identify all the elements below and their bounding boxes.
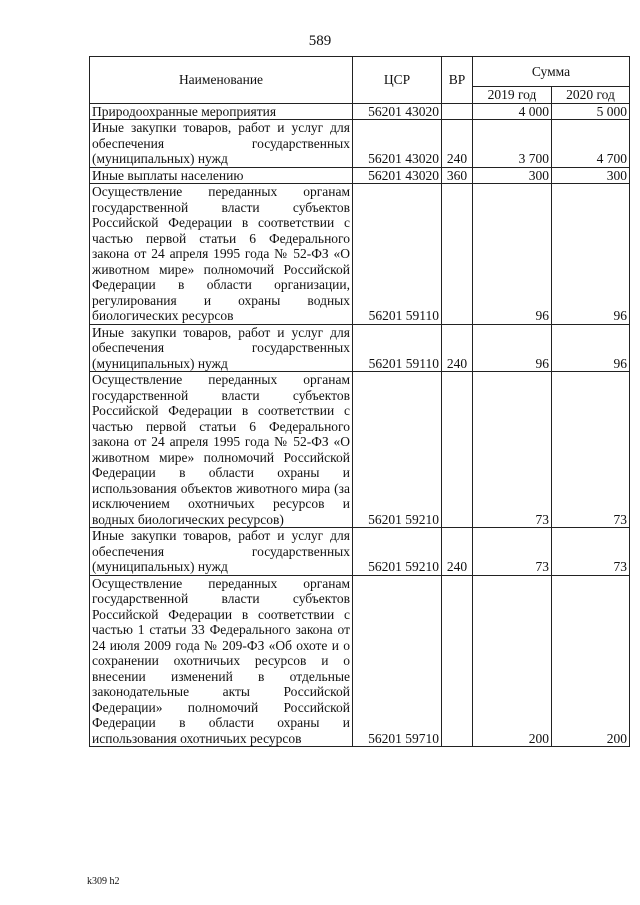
table-row: [90, 372, 630, 528]
row-sum-2020: 300: [552, 167, 630, 184]
row-sum-2019: 300: [473, 167, 552, 184]
header-year-2019: 2019 год: [473, 87, 552, 104]
page-number: 589: [308, 33, 332, 49]
row-vr: 240: [442, 120, 473, 168]
row-sum-2019: 73: [473, 372, 552, 528]
row-name: Иные закупки товаров, работ и услуг для обеспечения государственных (муниципальных) нужд: [90, 528, 353, 576]
row-name: Осуществление переданных органам государственной власти субъектов Российской Федерации в соответствии с частью первой статьи 6 Федерального закона от 24 апреля 1995 года № 52-ФЗ «О животном мире» полномочий Российской Федерации в области организации, регулирования и охраны водных биологических ресурсов: [90, 184, 353, 325]
row-sum-2019: 96: [473, 324, 552, 372]
row-name: Природоохранные мероприятия: [90, 103, 353, 120]
table-row: [90, 167, 630, 184]
row-csr: 56201 59110: [353, 184, 442, 325]
table-row: [90, 528, 630, 576]
header-year-2020: 2020 год: [552, 87, 630, 104]
header-sum: Сумма: [473, 57, 630, 87]
row-sum-2019: 200: [473, 575, 552, 747]
row-csr: 56201 43020: [353, 103, 442, 120]
row-sum-2020: 96: [552, 184, 630, 325]
row-csr: 56201 43020: [353, 167, 442, 184]
row-name: Осуществление переданных органам государственной власти субъектов Российской Федерации в соответствии с частью 1 статьи 33 Федерального закона от 24 июля 2009 года № 209-ФЗ «Об охоте и о сохранении охотничьих ресурсов и о внесении изменений в отдельные законодательные акты Российской Федерации» полномочий Российской Федерации в области охраны и использования охотничьих ресурсов: [90, 575, 353, 747]
row-vr: 240: [442, 528, 473, 576]
row-name: Иные выплаты населению: [90, 167, 353, 184]
row-vr: [442, 575, 473, 747]
row-sum-2020: 5 000: [552, 103, 630, 120]
row-name: Иные закупки товаров, работ и услуг для обеспечения государственных (муниципальных) нужд: [90, 324, 353, 372]
table-body: [90, 103, 630, 747]
table-header: [90, 57, 630, 104]
row-vr: [442, 372, 473, 528]
table-row: [90, 103, 630, 120]
row-sum-2019: 4 000: [473, 103, 552, 120]
row-sum-2020: 200: [552, 575, 630, 747]
row-sum-2020: 96: [552, 324, 630, 372]
budget-table: [89, 56, 630, 747]
row-vr: 240: [442, 324, 473, 372]
row-sum-2019: 3 700: [473, 120, 552, 168]
row-csr: 56201 59210: [353, 528, 442, 576]
table-row: [90, 324, 630, 372]
row-sum-2020: 73: [552, 528, 630, 576]
row-csr: 56201 59110: [353, 324, 442, 372]
row-sum-2019: 73: [473, 528, 552, 576]
row-sum-2019: 96: [473, 184, 552, 325]
row-vr: 360: [442, 167, 473, 184]
row-vr: [442, 103, 473, 120]
table-row: [90, 184, 630, 325]
row-csr: 56201 43020: [353, 120, 442, 168]
row-sum-2020: 4 700: [552, 120, 630, 168]
row-csr: 56201 59210: [353, 372, 442, 528]
row-csr: 56201 59710: [353, 575, 442, 747]
header-vr: ВР: [442, 57, 473, 104]
header-csr: ЦСР: [353, 57, 442, 104]
table-row: [90, 575, 630, 747]
footer-code: k309 h2: [87, 876, 120, 887]
table-row: [90, 120, 630, 168]
row-name: Иные закупки товаров, работ и услуг для обеспечения государственных (муниципальных) нужд: [90, 120, 353, 168]
row-vr: [442, 184, 473, 325]
header-name: Наименование: [90, 57, 353, 104]
row-sum-2020: 73: [552, 372, 630, 528]
row-name: Осуществление переданных органам государственной власти субъектов Российской Федерации в соответствии с частью первой статьи 6 Федерального закона от 24 апреля 1995 года № 52-ФЗ «О животном мире» полномочий Российской Федерации в области охраны и использования объектов животного мира (за исключением охотничьих ресурсов и водных биологических ресурсов): [90, 372, 353, 528]
